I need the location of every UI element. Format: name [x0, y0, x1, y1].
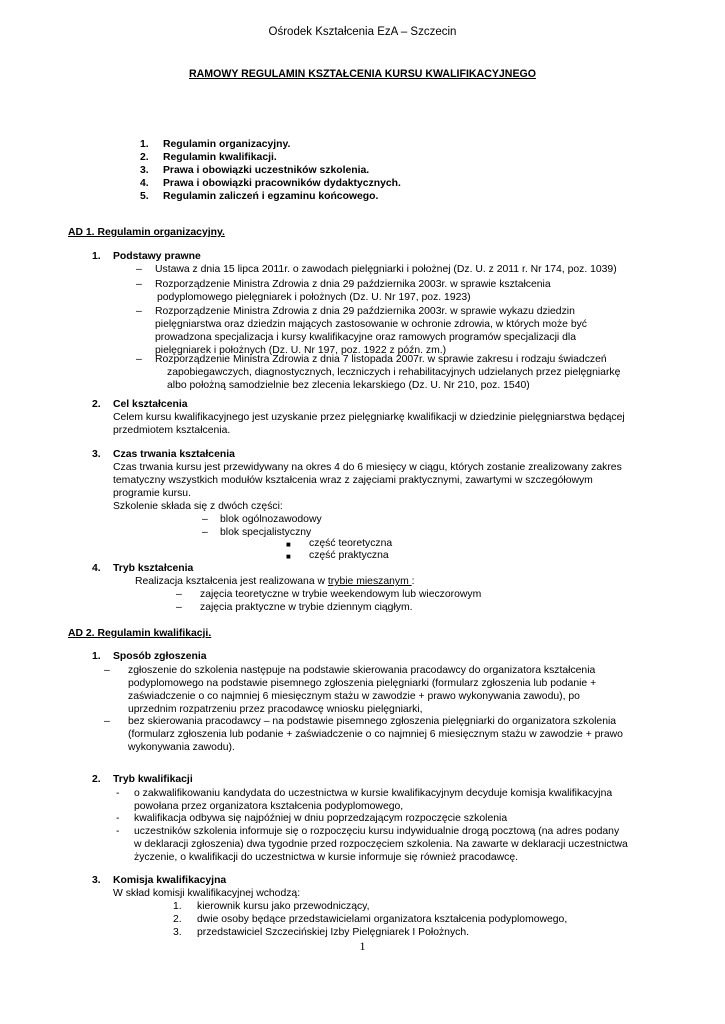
- paragraph-line: Celem kursu kwalifikacyjnego jest uzyskanie przez pielęgniarkę kwalifikacji w dziedzinie pielęgniarstwa będącej: [113, 412, 625, 423]
- dash-bullet: –: [136, 306, 142, 317]
- dash-bullet: –: [104, 665, 110, 676]
- list-item-continued: uprzednim rozpatrzeniu przez pracodawcę wniosku pielęgniarki,: [128, 704, 423, 715]
- subsection-number: 4.: [92, 563, 101, 574]
- list-number: 3.: [173, 927, 182, 938]
- toc-number: 2.: [140, 152, 149, 163]
- list-item: o zakwalifikowaniu kandydata do uczestnictwa w kursie kwalifikacyjnym decyduje komisja kwalifikacyjna: [134, 788, 613, 799]
- list-item-continued: prowadzona specjalizacja i kursy kwalifikacyjne oraz ramowych programów specjalizacji dla: [155, 332, 576, 343]
- subsection-title: Sposób zgłoszenia: [113, 651, 207, 662]
- list-item: bez skierowania pracodawcy – na podstawie pisemnego zgłoszenia pielęgniarki do organizatora szkolenia: [128, 716, 617, 727]
- list-item: blok ogólnozawodowy: [220, 514, 322, 525]
- list-item-continued: pielęgniarstwa oraz dziedzin mających zastosowanie w ochronie zdrowia, w których może być: [155, 319, 587, 330]
- section-heading-ad2: AD 2. Regulamin kwalifikacji.: [68, 628, 212, 639]
- list-item-continued: życzenie, o kwalifikacji do uczestnictwa w kursie informuje się również pracodawcę.: [134, 852, 519, 863]
- toc-number: 4.: [140, 178, 149, 189]
- list-item-continued: powołana przez organizatora kształcenia podyplomowego,: [134, 801, 404, 812]
- paragraph-line: przedmiotem kształcenia.: [113, 425, 231, 436]
- dash-bullet: -: [116, 813, 120, 824]
- underlined-term: trybie mieszanym: [327, 576, 412, 587]
- paragraph-line: tematyczny wszystkich modułów kształcenia wraz z zajęciami praktycznymi, zawartymi w szczegółowym: [113, 475, 593, 486]
- list-item-continued: podyplomowego na podstawie pisemnego zgłoszenia pielęgniarki (formularz zgłoszenia lub podanie +: [128, 678, 597, 689]
- list-item-continued: podyplomowego pielęgniarek i położnych (Dz. U. Nr 197, poz. 1923): [157, 292, 471, 303]
- square-bullet: ■: [286, 540, 291, 549]
- subsection-number: 2.: [92, 399, 101, 410]
- toc-number: 1.: [140, 139, 149, 150]
- toc-number: 3.: [140, 165, 149, 176]
- subsection-title: Czas trwania kształcenia: [113, 449, 235, 460]
- dash-bullet: –: [136, 279, 142, 290]
- dash-bullet: -: [116, 788, 120, 799]
- page-header: Ośrodek Kształcenia EzA – Szczecin: [268, 26, 457, 38]
- list-item: Ustawa z dnia 15 lipca 2011r. o zawodach pielęgniarki i położnej (Dz. U. z 2011 r. Nr 174, poz. 1039): [155, 264, 617, 275]
- list-item: Rozporządzenie Ministra Zdrowia z dnia 29 października 2003r. w sprawie wykazu dziedzin: [155, 306, 575, 317]
- toc-item: Regulamin zaliczeń i egzaminu końcowego.: [163, 191, 379, 202]
- section-heading-ad1: AD 1. Regulamin organizacyjny.: [68, 227, 225, 238]
- paragraph-line: W skład komisji kwalifikacyjnej wchodzą:: [113, 888, 301, 899]
- subsection-title: Podstawy prawne: [113, 251, 201, 262]
- list-number: 1.: [173, 901, 182, 912]
- square-bullet: ■: [286, 552, 291, 561]
- list-item: uczestników szkolenia informuje się o rozpoczęciu kursu indywidualnie drogą pocztową (na adres podany: [134, 826, 620, 837]
- paragraph-line: Czas trwania kursu jest przewidywany na okres 4 do 6 miesięcy w ciągu, których zostanie zrealizowany zakres: [113, 462, 622, 473]
- dash-bullet: –: [136, 264, 142, 275]
- dash-bullet: –: [104, 716, 110, 727]
- subsection-number: 3.: [92, 449, 101, 460]
- paragraph-line: Szkolenie składa się z dwóch części:: [113, 501, 283, 512]
- paragraph-line: [135, 575, 415, 588]
- dash-bullet: –: [176, 602, 182, 613]
- list-item: dwie osoby będące przedstawicielami organizatora kształcenia podyplomowego,: [197, 914, 568, 925]
- subsection-number: 2.: [92, 774, 101, 785]
- toc-item: Prawa i obowiązki uczestników szkolenia.: [163, 165, 370, 176]
- list-item: kwalifikacja odbywa się najpóźniej w dniu poprzedzającym rozpoczęcie szkolenia: [134, 813, 508, 824]
- list-number: 2.: [173, 914, 182, 925]
- list-item: część praktyczna: [309, 550, 389, 561]
- subsection-number: 3.: [92, 875, 101, 886]
- list-item-continued: w deklaracji zgłoszenia) dwa tygodnie przed rozpoczęciem szkolenia. Na zawarte w deklaracji uczestnictwa: [134, 839, 628, 850]
- page-number: 1: [359, 939, 366, 953]
- document-title: RAMOWY REGULAMIN KSZTAŁCENIA KURSU KWALIFIKACYJNEGO: [188, 68, 537, 80]
- toc-number: 5.: [140, 191, 149, 202]
- list-item: Rozporządzenie Ministra Zdrowia z dnia 7 listopada 2007r. w sprawie zakresu i rodzaju świadczeń: [155, 354, 607, 365]
- toc-item: Regulamin organizacyjny.: [163, 139, 291, 150]
- list-item: zajęcia praktyczne w trybie dziennym ciągłym.: [200, 602, 413, 613]
- list-item: część teoretyczna: [309, 538, 393, 549]
- subsection-title: Komisja kwalifikacyjna: [113, 875, 227, 886]
- toc-item: Prawa i obowiązki pracowników dydaktycznych.: [163, 178, 401, 189]
- paragraph-line: programie kursu.: [113, 488, 191, 499]
- intro-text: Realizacja kształcenia jest realizowana w: [135, 576, 328, 587]
- dash-bullet: -: [116, 826, 120, 837]
- list-item-continued: albo położną samodzielnie bez zlecenia lekarskiego (Dz. U. Nr 210, poz. 1540): [167, 380, 530, 391]
- list-item: blok specjalistyczny: [220, 527, 312, 538]
- dash-bullet: –: [136, 354, 142, 365]
- list-item: Rozporządzenie Ministra Zdrowia z dnia 29 października 2003r. w sprawie kształcenia: [155, 279, 551, 290]
- list-item-continued: zapobiegawczych, diagnostycznych, leczniczych i rehabilitacyjnych udzielanych przez pielęgniarkę: [167, 367, 621, 378]
- subsection-number: 1.: [92, 251, 101, 262]
- dash-bullet: –: [202, 527, 208, 538]
- list-item-continued: pielęgniarek i położnych (Dz. U. Nr 197, poz. 1922 z późn. zm.): [155, 345, 447, 356]
- list-item-continued: wykonywania zawodu).: [128, 742, 235, 753]
- subsection-number: 1.: [92, 651, 101, 662]
- dash-bullet: –: [176, 589, 182, 600]
- list-item: kierownik kursu jako przewodniczący,: [197, 901, 370, 912]
- subsection-title: Cel kształcenia: [113, 399, 188, 410]
- list-item-continued: zaświadczenie o co najmniej 6 miesięcznym stażu w zawodzie + prawo wykonywania zawodu), po: [128, 691, 580, 702]
- list-item: zgłoszenie do szkolenia następuje na podstawie skierowania pracodawcy do organizatora kształcenia: [128, 665, 596, 676]
- list-item: zajęcia teoretyczne w trybie weekendowym lub wieczorowym: [200, 589, 482, 600]
- list-item-continued: (formularz zgłoszenia lub podanie + zaświadczenie o co najmniej 6 miesięcznym stażu w zawodzie + prawo: [128, 729, 623, 740]
- dash-bullet: –: [202, 514, 208, 525]
- toc-item: Regulamin kwalifikacji.: [163, 152, 277, 163]
- list-item: przedstawiciel Szczecińskiej Izby Pielęgniarek I Położnych.: [197, 927, 470, 938]
- intro-text-end: :: [411, 576, 415, 587]
- subsection-title: Tryb kwalifikacji: [113, 774, 193, 785]
- subsection-title: Tryb kształcenia: [113, 563, 194, 574]
